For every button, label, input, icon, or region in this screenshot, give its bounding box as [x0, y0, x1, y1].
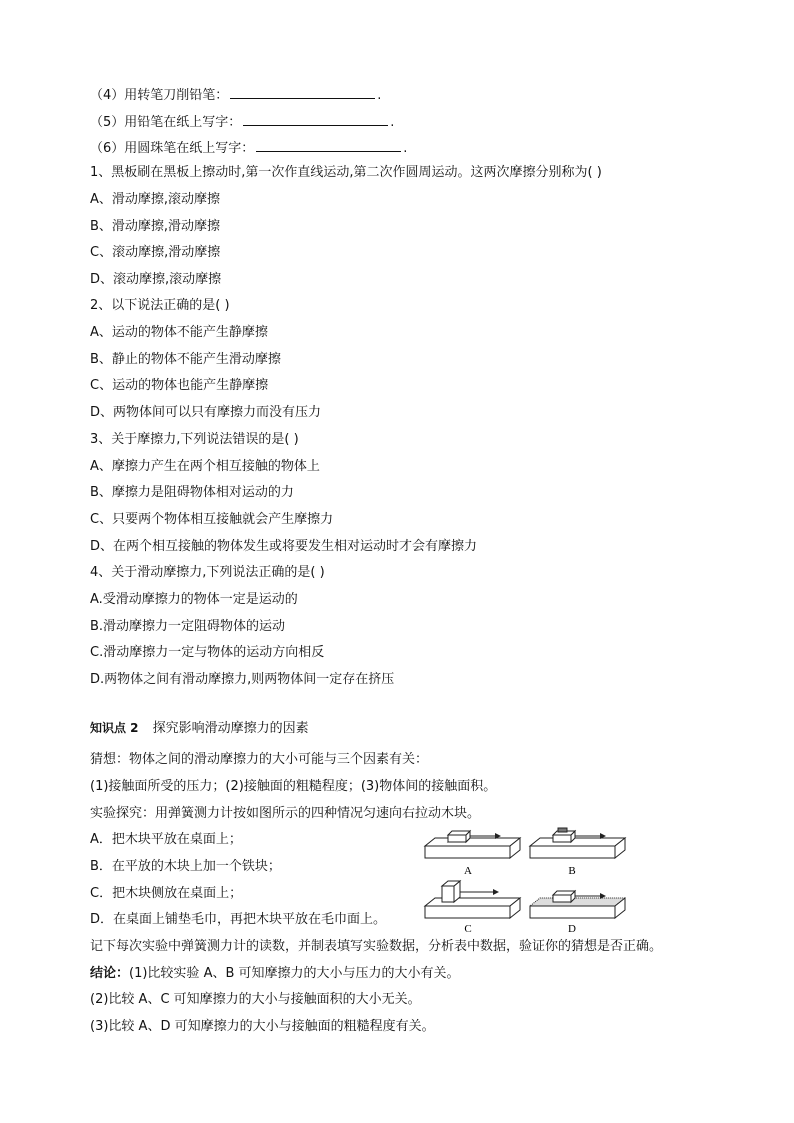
question-2-option-a: A、运动的物体不能产生静摩擦 [90, 325, 268, 340]
fill-item-label: （5）用铅笔在纸上写字： [90, 115, 242, 130]
section-heading [90, 720, 309, 737]
figure-label-c: C [464, 923, 472, 935]
question-1-option-a: A、滑动摩擦,滚动摩擦 [90, 192, 221, 207]
factors-text: (1)接触面所受的压力；(2)接触面的粗糙程度；(3)物体间的接触面积。 [90, 779, 497, 794]
conclusion-1: 结论：(1)比较实验 A、B 可知摩擦力的大小与压力的大小有关。 [90, 966, 460, 981]
wood-block [448, 835, 466, 842]
answer-blank[interactable] [256, 139, 401, 152]
fill-item-4: （4）用转笔刀削铅笔： . [90, 88, 382, 103]
question-4-option-b: B.滑动摩擦力一定阻碍物体的运动 [90, 619, 286, 634]
step-a: A．把木块平放在桌面上； [90, 832, 242, 847]
question-2-option-c: C、运动的物体也能产生静摩擦 [90, 378, 269, 393]
question-4-option-d: D.两物体之间有滑动摩擦力,则两物体间一定存在挤压 [90, 672, 395, 687]
question-2-stem: 2、以下说法正确的是( ) [90, 298, 230, 313]
record-text: 记下每次实验中弹簧测力计的读数，并制表填写实验数据，分析表中数据，验证你的猜想是否正确。 [90, 939, 663, 954]
question-4-option-a: A.受滑动摩擦力的物体一定是运动的 [90, 592, 298, 607]
question-3-option-d: D、在两个相互接触的物体发生或将要发生相对运动时才会有摩擦力 [90, 539, 478, 554]
step-d: D．在桌面上铺垫毛巾，再把木块平放在毛巾面上。 [90, 912, 387, 927]
question-3-option-a: A、摩擦力产生在两个相互接触的物体上 [90, 459, 320, 474]
guess-text: 猜想：物体之间的滑动摩擦力的大小可能与三个因素有关： [90, 752, 429, 767]
step-c: C．把木块侧放在桌面上； [90, 886, 243, 901]
fill-item-label: （4）用转笔刀削铅笔： [90, 88, 229, 103]
question-1-option-d: D、滚动摩擦,滚动摩擦 [90, 272, 222, 287]
fill-item-5: （5）用铅笔在纸上写字： . [90, 115, 395, 130]
question-2-option-b: B、静止的物体不能产生滑动摩擦 [90, 352, 281, 367]
figure-label-a: A [464, 865, 472, 877]
question-3-stem: 3、关于摩擦力,下列说法错误的是( ) [90, 432, 299, 447]
question-3-option-b: B、摩擦力是阻碍物体相对运动的力 [90, 485, 294, 500]
question-2-option-d: D、两物体间可以只有摩擦力而没有压力 [90, 405, 322, 420]
question-4-option-c: C.滑动摩擦力一定与物体的运动方向相反 [90, 645, 325, 660]
section-label: 知识点 2 [90, 721, 139, 735]
figure-label-b: B [568, 865, 576, 877]
setup-a [425, 831, 520, 858]
setup-c [425, 881, 520, 918]
figure-label-d: D [568, 923, 576, 935]
fill-item-label: （6）用圆珠笔在纸上写字： [90, 141, 255, 156]
question-1-option-b: B、滑动摩擦,滑动摩擦 [90, 219, 221, 234]
fill-item-6: （6）用圆珠笔在纸上写字： . [90, 141, 408, 156]
answer-blank[interactable] [230, 86, 375, 99]
section-title: 探究影响滑动摩擦力的因素 [152, 721, 309, 736]
question-1-option-c: C、滚动摩擦,滑动摩擦 [90, 245, 221, 260]
conclusion-2: (2)比较 A、C 可知摩擦力的大小与接触面积的大小无关。 [90, 992, 421, 1007]
conclusion-3: (3)比较 A、D 可知摩擦力的大小与接触面的粗糙程度有关。 [90, 1019, 435, 1034]
experiment-text: 实验探究：用弹簧测力计按如图所示的四种情况匀速向右拉动木块。 [90, 806, 481, 821]
setup-b [530, 828, 625, 858]
step-b: B．在平放的木块上加一个铁块； [90, 859, 281, 874]
experiment-figure [420, 826, 650, 936]
answer-blank[interactable] [243, 113, 388, 126]
setup-d [530, 891, 625, 918]
question-3-option-c: C、只要两个物体相互接触就会产生摩擦力 [90, 512, 334, 527]
question-4-stem: 4、关于滑动摩擦力,下列说法正确的是( ) [90, 565, 325, 580]
iron-block [558, 828, 567, 832]
question-1-stem: 1、黑板刷在黑板上擦动时,第一次作直线运动,第二次作圆周运动。这两次摩擦分别称为( ) [90, 165, 602, 180]
conclusion-label: 结论： [90, 966, 130, 981]
